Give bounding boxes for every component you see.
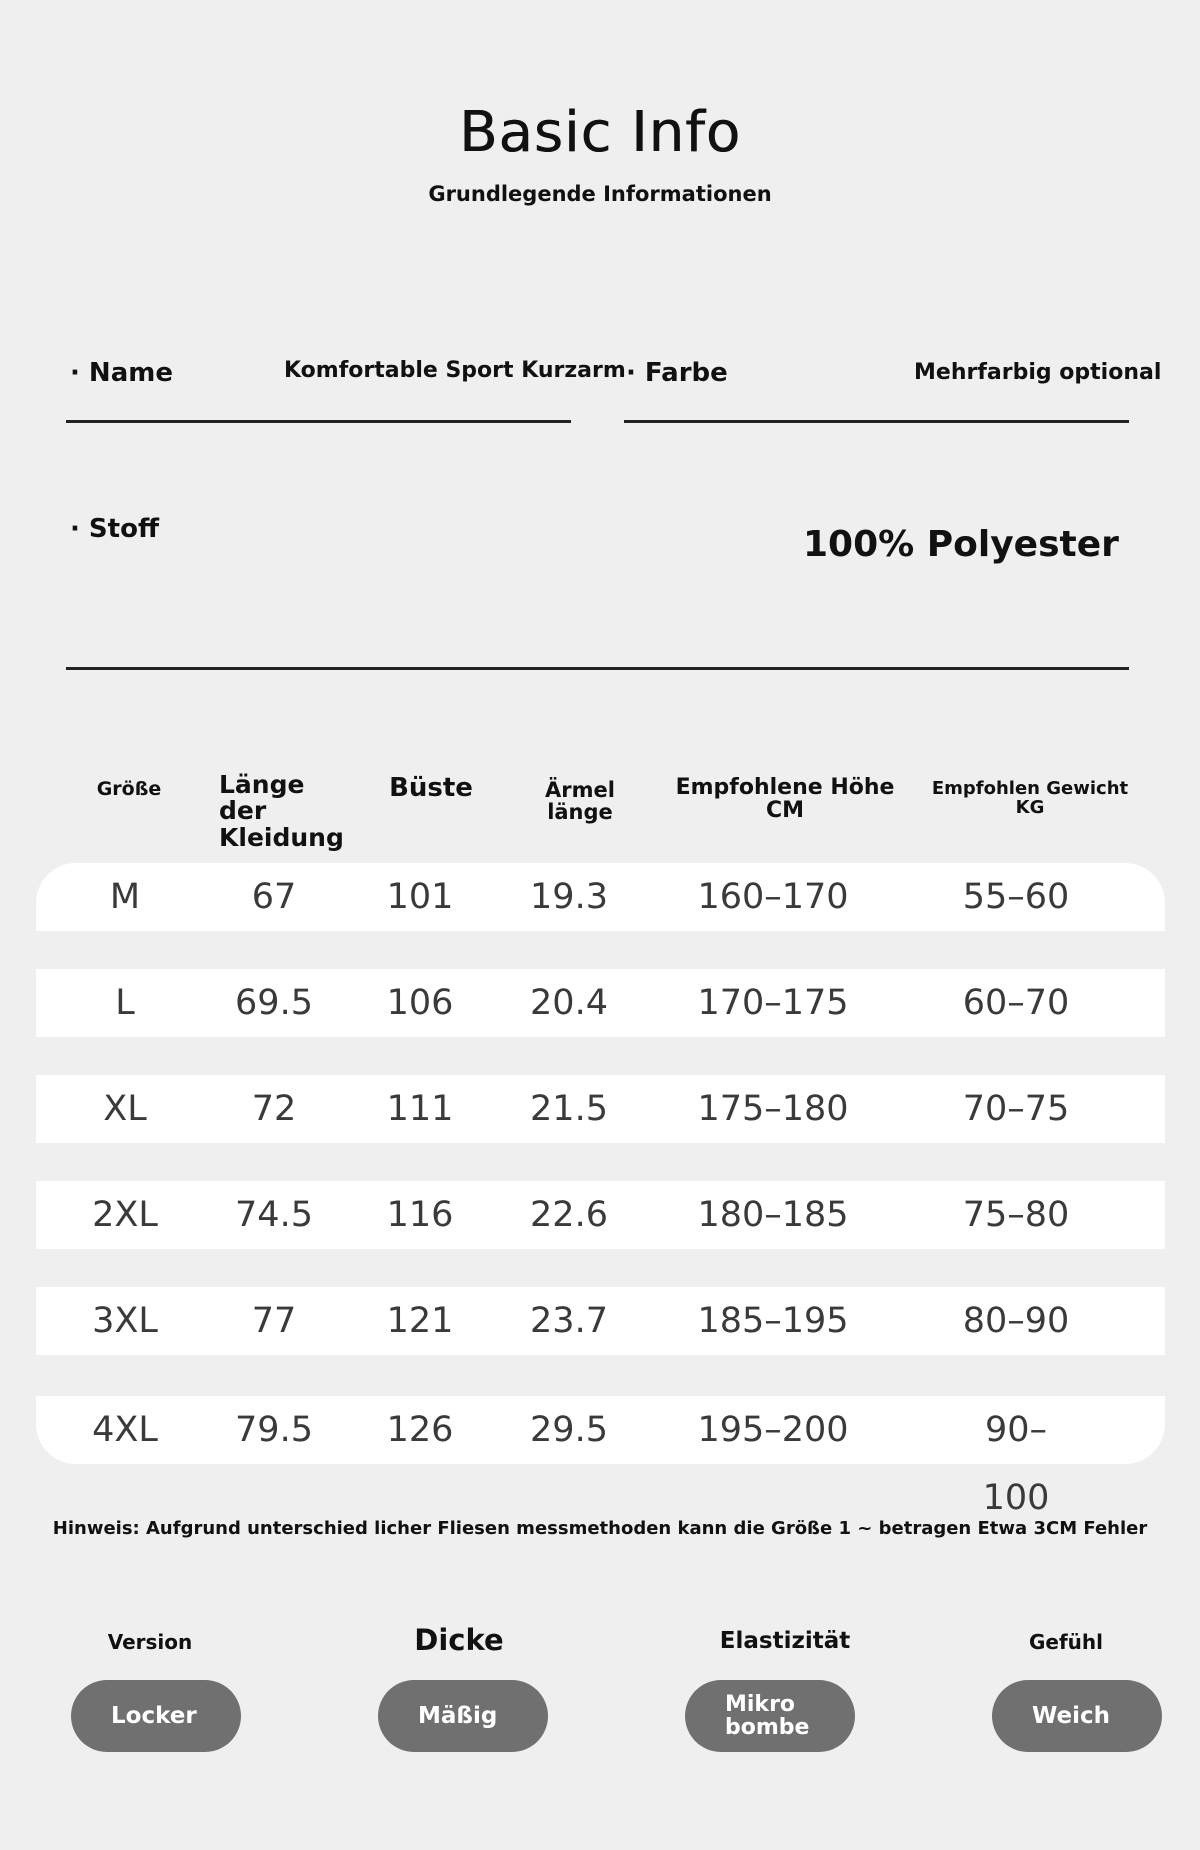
measurement-note: Hinweis: Aufgrund unterschied licher Fliesen messmethoden kann die Größe 1 ~ betragen Etwa 3CM Fehler bbox=[52, 1518, 1148, 1539]
size-cell: M bbox=[109, 877, 141, 917]
bust-cell: 111 bbox=[386, 1089, 454, 1129]
sleeve-cell: 29.5 bbox=[530, 1410, 608, 1450]
name-value: Komfortable Sport Kurzarm bbox=[284, 358, 626, 383]
feel-pill bbox=[992, 1680, 1162, 1752]
length-cell: 74.5 bbox=[235, 1195, 313, 1235]
color-value: Mehrfarbig optional bbox=[914, 360, 1162, 385]
version-label: Version bbox=[107, 1630, 193, 1654]
weight-header: Empfohlen Gewicht KG bbox=[931, 778, 1129, 818]
table-row bbox=[36, 969, 1165, 1037]
height-cell: 175–180 bbox=[697, 1089, 849, 1129]
sleeve-header: Ärmel länge bbox=[545, 778, 615, 825]
color-label: · Farbe bbox=[626, 358, 728, 388]
elasticity-pill bbox=[685, 1680, 855, 1752]
feel-value: Weich bbox=[1032, 1702, 1111, 1729]
height-cell: 185–195 bbox=[697, 1301, 849, 1341]
sleeve-cell: 19.3 bbox=[530, 877, 608, 917]
bust-cell: 121 bbox=[386, 1301, 454, 1341]
bust-cell: 101 bbox=[386, 877, 454, 917]
color-divider bbox=[624, 420, 1129, 423]
thickness-label: Dicke bbox=[414, 1623, 504, 1657]
sleeve-cell: 22.6 bbox=[530, 1195, 608, 1235]
length-cell: 77 bbox=[251, 1301, 297, 1341]
length-cell: 69.5 bbox=[235, 983, 313, 1023]
height-cell: 170–175 bbox=[697, 983, 849, 1023]
weight-cell: 60–70 bbox=[962, 983, 1070, 1023]
page-title: Basic Info bbox=[458, 100, 742, 165]
thickness-pill bbox=[378, 1680, 548, 1752]
weight-cell: 80–90 bbox=[962, 1301, 1070, 1341]
height-cell: 180–185 bbox=[697, 1195, 849, 1235]
bust-cell: 106 bbox=[386, 983, 454, 1023]
length-cell: 72 bbox=[251, 1089, 297, 1129]
table-row bbox=[36, 1181, 1165, 1249]
height-header: Empfohlene Höhe CM bbox=[675, 775, 895, 824]
weight-cell: 55–60 bbox=[962, 877, 1070, 917]
version-pill bbox=[71, 1680, 241, 1752]
size-cell: 2XL bbox=[92, 1195, 158, 1235]
table-row bbox=[36, 1396, 1165, 1518]
size-cell: L bbox=[115, 983, 135, 1023]
size-header: Größe bbox=[96, 778, 162, 800]
weight-cell: 70–75 bbox=[962, 1089, 1070, 1129]
version-value: Locker bbox=[111, 1702, 197, 1729]
elasticity-value: Mikro bombe bbox=[725, 1691, 810, 1740]
size-cell: 3XL bbox=[92, 1301, 158, 1341]
length-cell: 79.5 bbox=[235, 1410, 313, 1450]
page-subtitle: Grundlegende Informationen bbox=[428, 182, 772, 206]
table-row bbox=[36, 1287, 1165, 1355]
name-label: · Name bbox=[70, 358, 173, 388]
fabric-label: · Stoff bbox=[70, 514, 160, 544]
elasticity-label: Elastizität bbox=[719, 1628, 851, 1654]
fabric-value: 100% Polyester bbox=[803, 524, 1119, 565]
bust-cell: 116 bbox=[386, 1195, 454, 1235]
size-cell: 4XL bbox=[92, 1410, 158, 1450]
thickness-value: Mäßig bbox=[418, 1702, 498, 1729]
name-divider bbox=[66, 420, 571, 423]
fabric-divider bbox=[66, 667, 1129, 670]
table-row bbox=[36, 863, 1165, 931]
bust-cell: 126 bbox=[386, 1410, 454, 1450]
size-cell: XL bbox=[103, 1089, 147, 1129]
length-cell: 67 bbox=[251, 877, 297, 917]
weight-cell: 75–80 bbox=[962, 1195, 1070, 1235]
sleeve-cell: 23.7 bbox=[530, 1301, 608, 1341]
height-cell: 160–170 bbox=[697, 877, 849, 917]
weight-cell: 90–100 bbox=[982, 1410, 1050, 1518]
table-row bbox=[36, 1075, 1165, 1143]
height-cell: 195–200 bbox=[697, 1410, 849, 1450]
bust-header: Büste bbox=[389, 773, 473, 803]
sleeve-cell: 21.5 bbox=[530, 1089, 608, 1129]
sleeve-cell: 20.4 bbox=[530, 983, 608, 1023]
length-header: Länge der Kleidung bbox=[219, 770, 344, 852]
feel-label: Gefühl bbox=[1028, 1630, 1103, 1654]
